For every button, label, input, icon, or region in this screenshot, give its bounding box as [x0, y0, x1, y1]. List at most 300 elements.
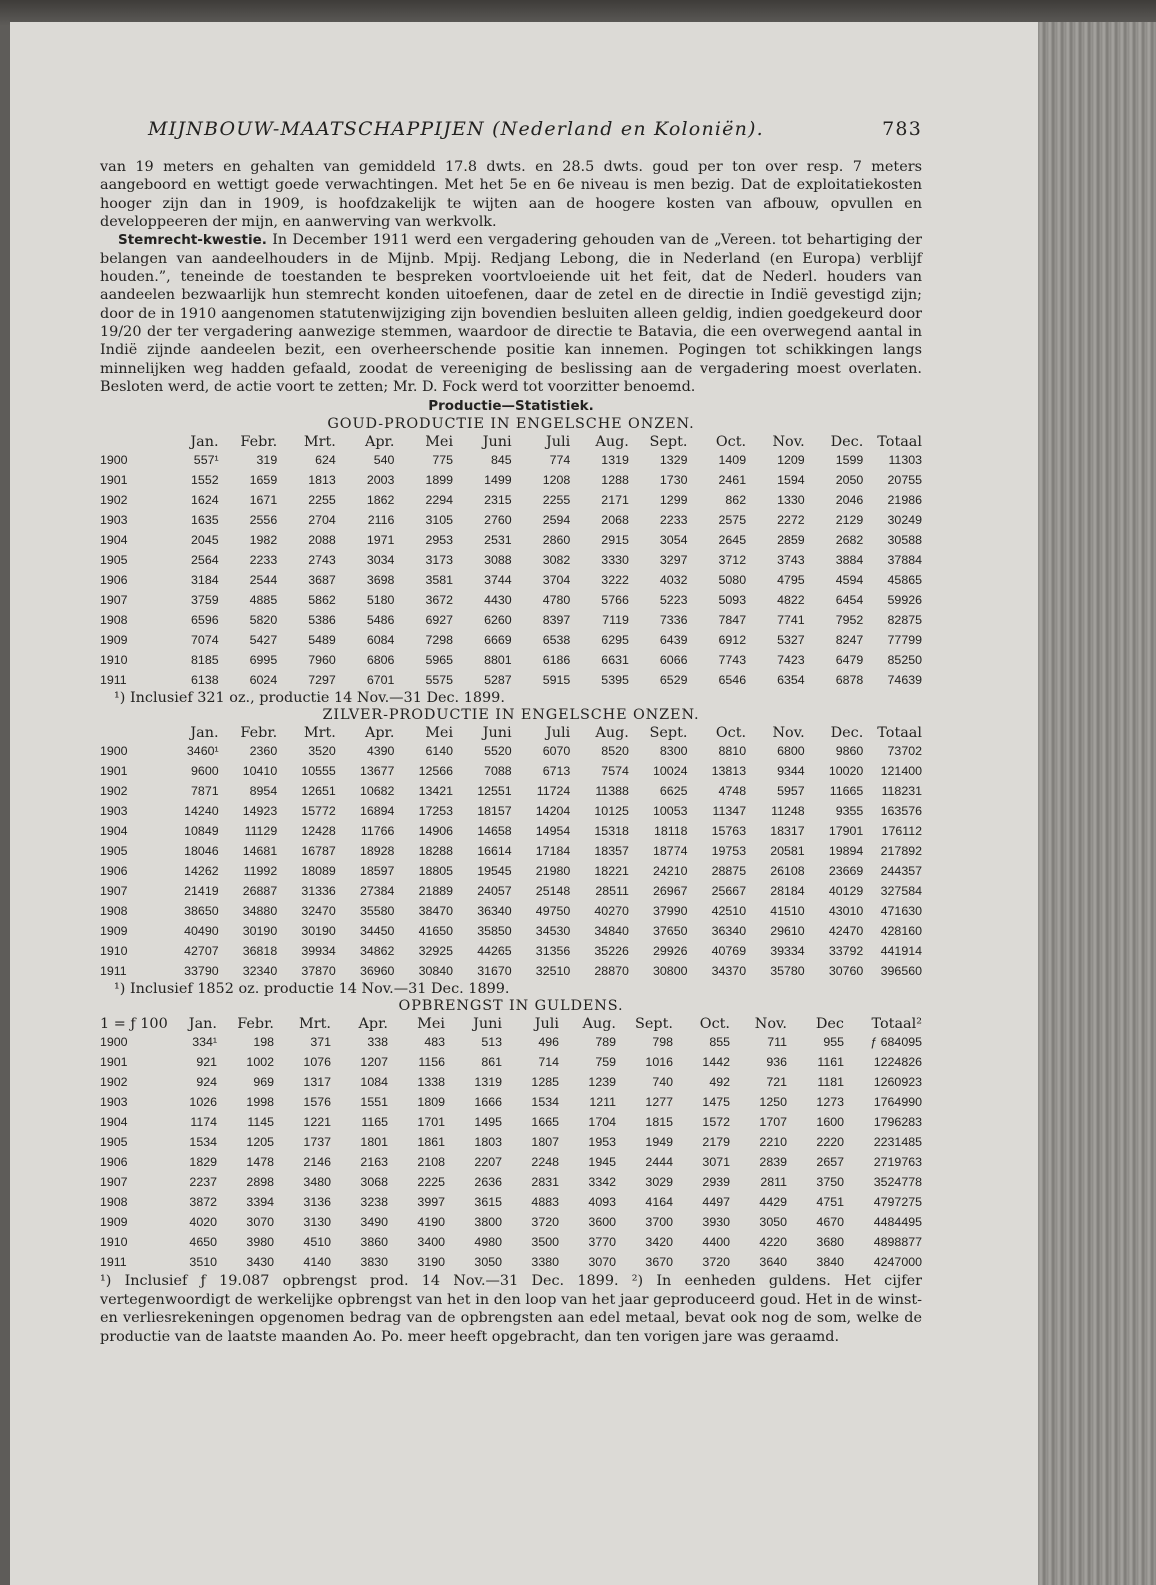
value-cell: 1016: [645, 1055, 673, 1070]
value-cell: 1764990: [873, 1095, 922, 1110]
value-cell: 41650: [418, 924, 454, 939]
value-cell: 6186: [542, 653, 571, 668]
column-header: Nov.: [772, 433, 805, 450]
year-cell: 1911: [100, 673, 127, 688]
value-cell: 31356: [535, 944, 571, 959]
value-cell: 1475: [702, 1095, 730, 1110]
value-cell: 38470: [418, 904, 454, 919]
value-cell: 5327: [777, 633, 805, 648]
value-cell: 969: [253, 1075, 274, 1090]
value-cell: 3687: [308, 573, 336, 588]
value-cell: 5820: [249, 613, 278, 628]
value-cell: 1815: [645, 1115, 673, 1130]
value-cell: 37650: [653, 924, 688, 939]
value-cell: 1165: [361, 1115, 388, 1130]
value-cell: 1704: [588, 1115, 616, 1130]
value-cell: 36340: [711, 924, 747, 939]
value-cell: 7960: [308, 653, 336, 668]
year-cell: 1911: [100, 1255, 127, 1270]
table-row: [100, 901, 922, 921]
column-header: Sept.: [635, 1015, 673, 1032]
year-cell: 1905: [100, 553, 128, 568]
value-cell: 1207: [360, 1055, 388, 1070]
value-cell: 6295: [601, 633, 629, 648]
value-cell: 23669: [828, 864, 864, 879]
value-cell: 6529: [659, 673, 688, 688]
value-cell: 513: [481, 1035, 502, 1050]
value-cell: 7297: [308, 673, 336, 688]
value-cell: 6479: [835, 653, 864, 668]
table-row: [100, 610, 922, 630]
value-cell: 10555: [301, 764, 336, 779]
value-cell: 7074: [191, 633, 219, 648]
column-header: Aug.: [582, 1015, 616, 1032]
value-cell: 2225: [417, 1175, 445, 1190]
value-cell: 5180: [366, 593, 395, 608]
value-cell: 1949: [645, 1135, 673, 1150]
value-cell: 5223: [659, 593, 688, 608]
value-cell: 4430: [484, 593, 512, 608]
value-cell: 1442: [702, 1055, 730, 1070]
value-cell: 3800: [474, 1215, 502, 1230]
value-cell: 4883: [531, 1195, 559, 1210]
value-cell: 4429: [759, 1195, 787, 1210]
value-cell: 12566: [418, 764, 454, 779]
value-cell: 1330: [777, 493, 805, 508]
value-cell: 2657: [816, 1155, 844, 1170]
table-row: [100, 741, 922, 761]
value-cell: 15772: [301, 804, 336, 819]
corner-header: [100, 724, 160, 741]
year-cell: 1903: [100, 1095, 128, 1110]
column-header: Jan.: [190, 724, 219, 741]
table-row: [100, 861, 922, 881]
value-cell: 6713: [542, 764, 571, 779]
table-row: [100, 941, 922, 961]
value-cell: 7574: [601, 764, 629, 779]
value-cell: 3050: [474, 1255, 502, 1270]
value-cell: 5862: [308, 593, 336, 608]
column-header: Jan.: [188, 1015, 217, 1032]
value-cell: 327584: [880, 884, 922, 899]
value-cell: 42470: [828, 924, 864, 939]
value-cell: 5386: [308, 613, 336, 628]
year-cell: 1901: [100, 1055, 128, 1070]
value-cell: 74639: [887, 673, 922, 688]
value-cell: 30840: [418, 964, 454, 979]
section-title: Productie—Statistiek.: [428, 398, 594, 415]
value-cell: 2129: [835, 513, 864, 528]
value-cell: 4220: [759, 1235, 787, 1250]
value-cell: 59926: [887, 593, 922, 608]
value-cell: 32925: [418, 944, 454, 959]
value-cell: 19894: [828, 844, 864, 859]
value-cell: 11724: [536, 784, 571, 799]
value-cell: 39934: [301, 944, 336, 959]
value-cell: 371: [310, 1035, 331, 1050]
value-cell: 1862: [366, 493, 395, 508]
value-cell: 4885: [249, 593, 278, 608]
value-cell: 5080: [718, 573, 747, 588]
value-cell: 2531: [484, 533, 512, 548]
value-cell: 1599: [835, 453, 864, 468]
value-cell: 42707: [184, 944, 219, 959]
value-cell: 8300: [659, 744, 688, 759]
table-row: [100, 1032, 922, 1052]
value-cell: 198: [253, 1035, 274, 1050]
value-cell: 1156: [418, 1055, 445, 1070]
value-cell: 2210: [759, 1135, 787, 1150]
value-cell: 5957: [777, 784, 805, 799]
value-cell: 36340: [477, 904, 512, 919]
value-cell: 711: [767, 1035, 787, 1050]
zilver-header-row: [100, 724, 922, 741]
column-header: Juli: [546, 433, 571, 450]
year-cell: 1904: [100, 533, 128, 548]
value-cell: 30249: [887, 513, 922, 528]
value-cell: 3420: [645, 1235, 673, 1250]
table-row: [100, 1112, 922, 1132]
value-cell: 7298: [425, 633, 454, 648]
value-cell: 40129: [828, 884, 864, 899]
column-header: Oct.: [699, 1015, 730, 1032]
value-cell: 1319: [474, 1075, 502, 1090]
value-cell: 2859: [777, 533, 805, 548]
value-cell: 2231485: [873, 1135, 922, 1150]
value-cell: 6927: [425, 613, 454, 628]
opbrengst-table: [100, 1015, 922, 1272]
value-cell: 789: [595, 1035, 616, 1050]
opbrengst-table-body: [100, 1032, 922, 1272]
value-cell: 855: [709, 1035, 730, 1050]
column-header: Totaal²: [871, 1015, 922, 1032]
value-cell: 428160: [880, 924, 922, 939]
value-cell: 32340: [242, 964, 278, 979]
value-cell: 4164: [645, 1195, 673, 1210]
table-row: [100, 801, 922, 821]
table-row: [100, 1092, 922, 1112]
column-header: Sept.: [649, 724, 688, 741]
value-cell: 334¹: [192, 1035, 217, 1050]
value-cell: 1666: [474, 1095, 502, 1110]
value-cell: 5287: [484, 673, 512, 688]
value-cell: 3088: [484, 553, 512, 568]
value-cell: 557¹: [193, 453, 219, 468]
value-cell: 10849: [184, 824, 219, 839]
column-header: Mrt.: [303, 724, 336, 741]
value-cell: 2108: [417, 1155, 445, 1170]
value-cell: 2682: [835, 533, 864, 548]
value-cell: 1239: [588, 1075, 616, 1090]
goud-footnote: ¹) Inclusief 321 oz., productie 14 Nov.—31 Dec. 1899.: [114, 690, 505, 707]
year-cell: 1900: [100, 744, 128, 759]
table-row: [100, 961, 922, 981]
table-row: [100, 670, 922, 690]
table-row: [100, 510, 922, 530]
value-cell: 8185: [191, 653, 219, 668]
value-cell: 3704: [542, 573, 571, 588]
value-cell: 14954: [535, 824, 571, 839]
column-header: Juni: [473, 1015, 502, 1032]
value-cell: 1277: [645, 1095, 673, 1110]
value-cell: 1181: [817, 1075, 844, 1090]
value-cell: 1205: [246, 1135, 274, 1150]
value-cell: 2636: [474, 1175, 502, 1190]
value-cell: 3712: [718, 553, 747, 568]
value-cell: 41510: [770, 904, 805, 919]
value-cell: 7743: [718, 653, 747, 668]
column-header: Dec.: [830, 433, 864, 450]
value-cell: 2272: [777, 513, 805, 528]
value-cell: 3082: [542, 553, 571, 568]
year-cell: 1900: [100, 1035, 128, 1050]
value-cell: 6260: [484, 613, 512, 628]
value-cell: 18118: [653, 824, 688, 839]
value-cell: 25148: [535, 884, 571, 899]
value-cell: 45865: [887, 573, 922, 588]
value-cell: 8801: [484, 653, 512, 668]
value-cell: 1329: [659, 453, 688, 468]
value-cell: 2116: [367, 513, 395, 528]
value-cell: 21889: [418, 884, 454, 899]
opbrengst-table-title: OPBRENGST IN GULDENS.: [398, 998, 624, 1015]
column-header: Juli: [534, 1015, 559, 1032]
goud-table-title: GOUD-PRODUCTIE IN ENGELSCHE ONZEN.: [327, 416, 695, 433]
value-cell: 3670: [645, 1255, 673, 1270]
value-cell: 1701: [417, 1115, 445, 1130]
value-cell: 3490: [360, 1215, 388, 1230]
value-cell: 18157: [477, 804, 512, 819]
value-cell: 496: [538, 1035, 559, 1050]
value-cell: 28511: [595, 884, 629, 899]
value-cell: 6800: [777, 744, 805, 759]
value-cell: 1671: [249, 493, 278, 508]
value-cell: 1319: [601, 453, 629, 468]
value-cell: 3105: [425, 513, 454, 528]
value-cell: 1285: [531, 1075, 559, 1090]
value-cell: 6538: [542, 633, 571, 648]
value-cell: 5489: [308, 633, 336, 648]
value-cell: 2220: [816, 1135, 844, 1150]
value-cell: 3884: [835, 553, 864, 568]
value-cell: 15318: [594, 824, 629, 839]
value-cell: 37870: [301, 964, 336, 979]
value-cell: 4795: [777, 573, 805, 588]
value-cell: 3997: [417, 1195, 445, 1210]
value-cell: 4650: [189, 1235, 217, 1250]
value-cell: 721: [766, 1075, 787, 1090]
value-cell: 16787: [301, 844, 336, 859]
value-cell: 1076: [303, 1055, 331, 1070]
value-cell: 18046: [184, 844, 219, 859]
value-cell: 11992: [243, 864, 278, 879]
value-cell: 18928: [359, 844, 395, 859]
value-cell: 2315: [484, 493, 512, 508]
value-cell: 2544: [249, 573, 278, 588]
value-cell: 42510: [711, 904, 747, 919]
value-cell: 1495: [474, 1115, 502, 1130]
value-cell: 2704: [308, 513, 336, 528]
value-cell: 2146: [303, 1155, 331, 1170]
value-cell: 6454: [835, 593, 864, 608]
value-cell: 19753: [711, 844, 747, 859]
value-cell: 3872: [189, 1195, 217, 1210]
value-cell: 3460¹: [186, 744, 219, 759]
value-cell: 27384: [359, 884, 395, 899]
value-cell: 4748: [718, 784, 747, 799]
value-cell: 21419: [184, 884, 219, 899]
value-cell: 2068: [601, 513, 629, 528]
value-cell: 11303: [888, 453, 922, 468]
value-cell: 16614: [477, 844, 512, 859]
value-cell: 1288: [601, 473, 629, 488]
intro-paragraph: van 19 meters en gehalten van gemiddeld 17.8 dwts. en 28.5 dwts. goud per ton over resp. 7 meters aangeboord en wettigt goede verwachtingen. Met het 5e en 6e niveau is men bezig. Dat de exploitatiekosten hooger zijn dan in 1909, is hoofdzakelijk te wijten aan de hoogere kosten van afbouw, opvullen en developpeeren der mijn, en aanwerving van werkvolk.: [100, 159, 922, 231]
value-cell: 4510: [303, 1235, 331, 1250]
value-cell: 2575: [718, 513, 747, 528]
value-cell: 31670: [477, 964, 512, 979]
value-cell: 11766: [360, 824, 395, 839]
value-cell: 40490: [184, 924, 219, 939]
header-title: MIJNBOUW-MAATSCHAPPIJEN (Nederland en Koloniën).: [148, 118, 764, 140]
value-cell: 28875: [711, 864, 747, 879]
table-row: [100, 821, 922, 841]
value-cell: 5520: [484, 744, 512, 759]
value-cell: 3680: [816, 1235, 844, 1250]
value-cell: 3581: [425, 573, 454, 588]
value-cell: 9355: [835, 804, 864, 819]
value-cell: 14240: [184, 804, 219, 819]
value-cell: 7952: [835, 613, 864, 628]
value-cell: 4020: [189, 1215, 217, 1230]
value-cell: 1624: [191, 493, 219, 508]
year-cell: 1910: [100, 653, 128, 668]
zilver-table-body: [100, 741, 922, 981]
value-cell: 3071: [702, 1155, 730, 1170]
value-cell: 30760: [828, 964, 864, 979]
value-cell: 2360: [249, 744, 278, 759]
value-cell: 39334: [770, 944, 805, 959]
value-cell: 118231: [881, 784, 922, 799]
value-cell: 1982: [249, 533, 278, 548]
value-cell: 3222: [601, 573, 629, 588]
value-cell: 1807: [531, 1135, 559, 1150]
value-cell: 35850: [477, 924, 512, 939]
value-cell: 5575: [425, 673, 454, 688]
year-cell: 1907: [100, 593, 128, 608]
zilver-footnote: ¹) Inclusief 1852 oz. productie 14 Nov.—31 Dec. 1899.: [114, 981, 510, 998]
table-row: [100, 570, 922, 590]
value-cell: 77799: [887, 633, 922, 648]
value-cell: 3394: [246, 1195, 274, 1210]
value-cell: 1499: [484, 473, 512, 488]
value-cell: 2760: [484, 513, 512, 528]
value-cell: 6546: [718, 673, 747, 688]
value-cell: 2255: [542, 493, 571, 508]
value-cell: 6070: [542, 744, 571, 759]
value-cell: 9344: [777, 764, 805, 779]
value-cell: 2645: [718, 533, 747, 548]
value-cell: 37884: [887, 553, 922, 568]
value-cell: 11388: [595, 784, 629, 799]
value-cell: 2163: [360, 1155, 388, 1170]
column-header: Mrt.: [303, 433, 336, 450]
value-cell: 3743: [777, 553, 805, 568]
value-cell: 3070: [588, 1255, 616, 1270]
table-row: [100, 781, 922, 801]
value-cell: 759: [595, 1055, 616, 1070]
value-cell: 1534: [531, 1095, 559, 1110]
value-cell: 11665: [829, 784, 864, 799]
value-cell: 2743: [308, 553, 336, 568]
value-cell: 3520: [308, 744, 336, 759]
value-cell: 2839: [759, 1155, 787, 1170]
value-cell: 4594: [835, 573, 864, 588]
value-cell: 3054: [659, 533, 688, 548]
year-cell: 1901: [100, 473, 128, 488]
value-cell: 1273: [816, 1095, 844, 1110]
column-header: Juni: [482, 433, 512, 450]
column-header: Apr.: [364, 724, 395, 741]
column-header: Febr.: [237, 1015, 274, 1032]
value-cell: 15763: [711, 824, 747, 839]
value-cell: 26967: [653, 884, 688, 899]
table-row: [100, 490, 922, 510]
value-cell: 798: [652, 1035, 673, 1050]
value-cell: 1161: [817, 1055, 844, 1070]
value-cell: 3600: [588, 1215, 616, 1230]
value-cell: 3860: [360, 1235, 388, 1250]
value-cell: 3070: [246, 1215, 274, 1230]
value-cell: 7119: [602, 613, 629, 628]
value-cell: 36960: [359, 964, 395, 979]
value-cell: 3750: [816, 1175, 844, 1190]
column-header: Aug.: [595, 433, 629, 450]
value-cell: 11248: [771, 804, 805, 819]
table-row: [100, 530, 922, 550]
value-cell: 1861: [417, 1135, 445, 1150]
year-cell: 1901: [100, 764, 128, 779]
value-cell: 7088: [484, 764, 512, 779]
value-cell: 6625: [659, 784, 688, 799]
column-header: Apr.: [364, 433, 395, 450]
value-cell: 33790: [184, 964, 219, 979]
value-cell: 4390: [366, 744, 395, 759]
value-cell: 32470: [301, 904, 336, 919]
value-cell: 2953: [425, 533, 454, 548]
table-row: [100, 590, 922, 610]
value-cell: 3840: [816, 1255, 844, 1270]
value-cell: 1026: [189, 1095, 217, 1110]
value-cell: 483: [424, 1035, 445, 1050]
value-cell: 3770: [588, 1235, 616, 1250]
value-cell: 20581: [770, 844, 805, 859]
table-row: [100, 630, 922, 650]
value-cell: 3759: [191, 593, 219, 608]
value-cell: 6878: [835, 673, 864, 688]
table-row: [100, 1072, 922, 1092]
table-row: [100, 550, 922, 570]
value-cell: 2171: [601, 493, 629, 508]
value-cell: 2860: [542, 533, 571, 548]
value-cell: 18089: [301, 864, 336, 879]
value-cell: 774: [549, 453, 571, 468]
value-cell: 4140: [303, 1255, 331, 1270]
column-header: Jan.: [190, 433, 219, 450]
value-cell: 34862: [359, 944, 395, 959]
value-cell: 12551: [477, 784, 512, 799]
page-content: [100, 100, 922, 1346]
value-cell: 6140: [425, 744, 454, 759]
